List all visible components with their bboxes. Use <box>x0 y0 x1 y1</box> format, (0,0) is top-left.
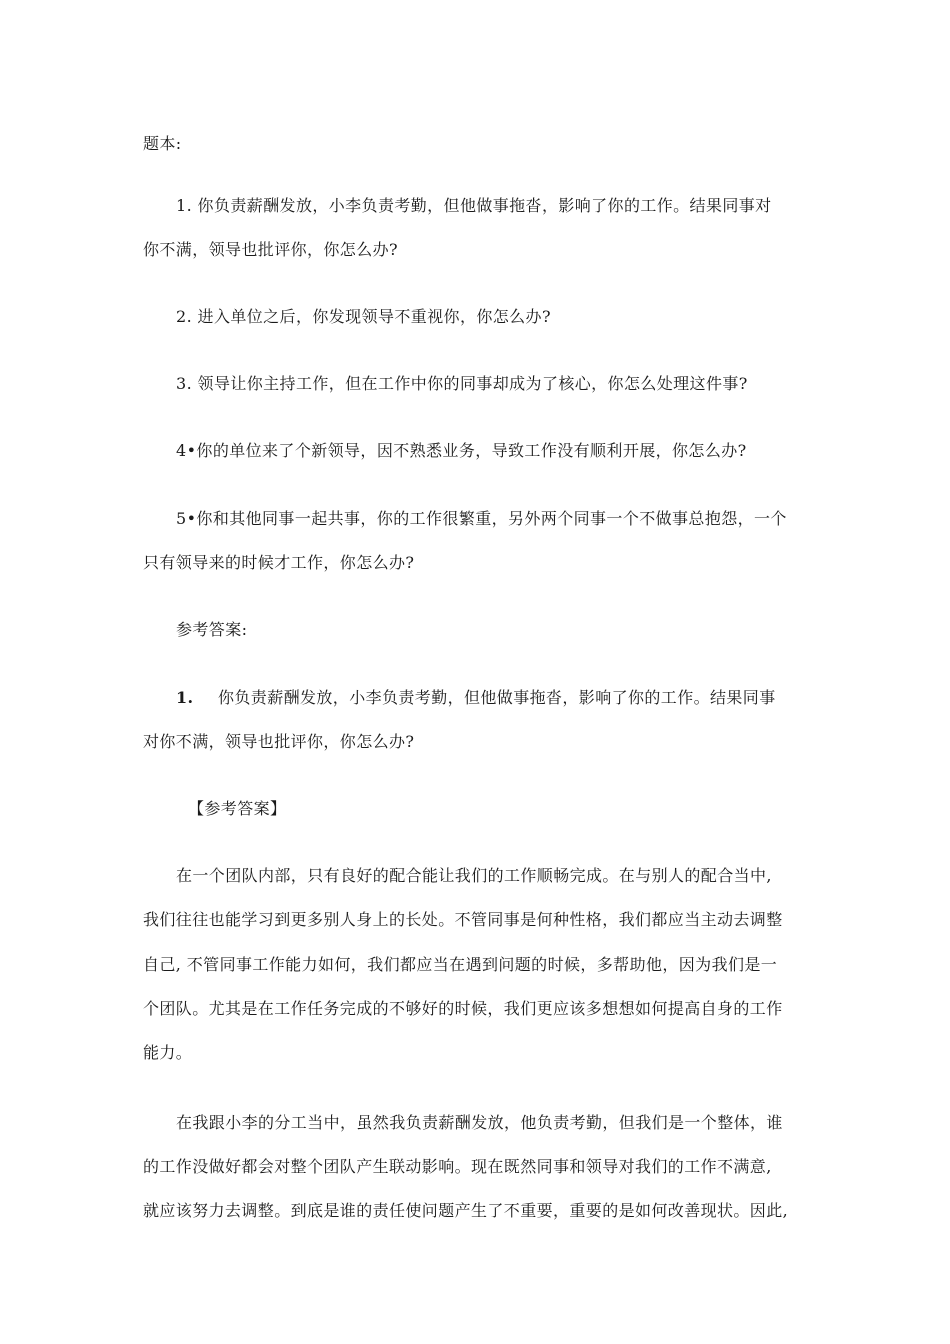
question-3: 3. 领导让你主持工作，但在工作中你的同事却成为了核心，你怎么处理这件事? <box>176 374 748 393</box>
paragraph-2-line-1: 在我跟小李的分工当中，虽然我负责薪酬发放，他负责考勤，但我们是一个整体，谁 <box>176 1113 783 1132</box>
question-4: 4•你的单位来了个新领导，因不熟悉业务，导致工作没有顺利开展，你怎么办? <box>176 441 747 460</box>
answer-1-line-1 <box>176 688 776 708</box>
answer-1-text: 你负责薪酬发放，小李负责考勤，但他做事拖沓，影响了你的工作。结果同事 <box>218 688 776 707</box>
paragraph-1-line-1: 在一个团队内部，只有良好的配合能让我们的工作顺畅完成。在与别人的配合当中, <box>176 866 772 885</box>
reference-answer-label: 【参考答案】 <box>188 799 287 818</box>
paragraph-1-line-2: 我们往往也能学习到更多别人身上的长处。不管同事是何种性格，我们都应当主动去调整 <box>143 910 783 929</box>
paragraph-2-line-2: 的工作没做好都会对整个团队产生联动影响。现在既然同事和领导对我们的工作不满意, <box>143 1157 772 1176</box>
heading: 题本: <box>143 134 182 153</box>
answers-heading: 参考答案: <box>176 620 248 639</box>
paragraph-1-line-5: 能力。 <box>143 1043 193 1062</box>
paragraph-1-line-3: 自己, 不管同事工作能力如何，我们都应当在遇到问题的时候，多帮助他，因为我们是一 <box>143 955 778 974</box>
question-1-line-2: 你不满，领导也批评你，你怎么办? <box>143 240 398 259</box>
question-5-line-1: 5•你和其他同事一起共事，你的工作很繁重，另外两个同事一个不做事总抱怨，一个 <box>176 509 787 528</box>
answer-1-number: 1. <box>176 688 194 707</box>
question-5-line-2: 只有领导来的时候才工作，你怎么办? <box>143 553 415 572</box>
answer-1-line-2: 对你不满，领导也批评你，你怎么办? <box>143 732 415 751</box>
paragraph-2-line-3: 就应该努力去调整。到底是谁的责任使问题产生了不重要，重要的是如何改善现状。因此, <box>143 1201 789 1220</box>
question-2: 2. 进入单位之后，你发现领导不重视你，你怎么办? <box>176 307 551 326</box>
question-1-line-1: 1. 你负责薪酬发放，小李负责考勤，但他做事拖沓，影响了你的工作。结果同事对 <box>176 196 772 215</box>
paragraph-1-line-4: 个团队。尤其是在工作任务完成的不够好的时候，我们更应该多想想如何提高自身的工作 <box>143 999 783 1018</box>
